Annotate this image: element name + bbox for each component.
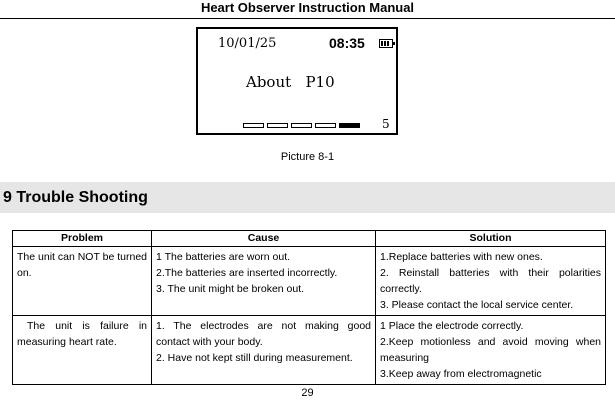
table-header-row xyxy=(13,231,606,247)
solution-cell: 1.Replace batteries with new ones. 2. Reinstall batteries with their polarities correctly. 3. Please contact the local service center. xyxy=(376,247,606,316)
cause-cell: 1. The electrodes are not making good contact with your body. 2. Have not kept still during measurement. xyxy=(152,316,376,385)
page-indicator-square xyxy=(243,123,264,128)
page-indicator-square xyxy=(267,123,288,128)
figure-caption: Picture 8-1 xyxy=(280,151,335,163)
table-row xyxy=(13,247,606,316)
screen-date: 10/01/25 xyxy=(218,36,277,51)
column-header: Solution xyxy=(376,231,606,247)
cause-cell: 1 The batteries are worn out. 2.The batteries are inserted incorrectly. 3. The unit might be broken out. xyxy=(152,247,376,316)
solution-cell: 1 Place the electrode correctly. 2.Keep motionless and avoid moving when measuring 3.Keep away from electromagnetic xyxy=(376,316,606,385)
page-indicator-square-active xyxy=(339,123,360,128)
section-title: 9 Trouble Shooting xyxy=(0,182,615,213)
column-header: Cause xyxy=(152,231,376,247)
screen-about-text: About P10 xyxy=(246,73,335,91)
trouble-shooting-table xyxy=(12,230,606,385)
battery-icon xyxy=(379,39,393,48)
column-header: Problem xyxy=(13,231,152,247)
device-screen-figure xyxy=(196,27,398,135)
problem-cell: The unit is failure in measuring heart rate. xyxy=(13,316,152,385)
problem-cell: The unit can NOT be turned on. xyxy=(13,247,152,316)
screen-time: 08:35 xyxy=(329,35,365,51)
page-header: Heart Observer Instruction Manual xyxy=(0,0,615,19)
table-row xyxy=(13,316,606,385)
page-indicator-square xyxy=(291,123,312,128)
page-indicator-square xyxy=(315,123,336,128)
page-number: 29 xyxy=(301,387,314,399)
screen-page-number: 5 xyxy=(382,117,390,131)
